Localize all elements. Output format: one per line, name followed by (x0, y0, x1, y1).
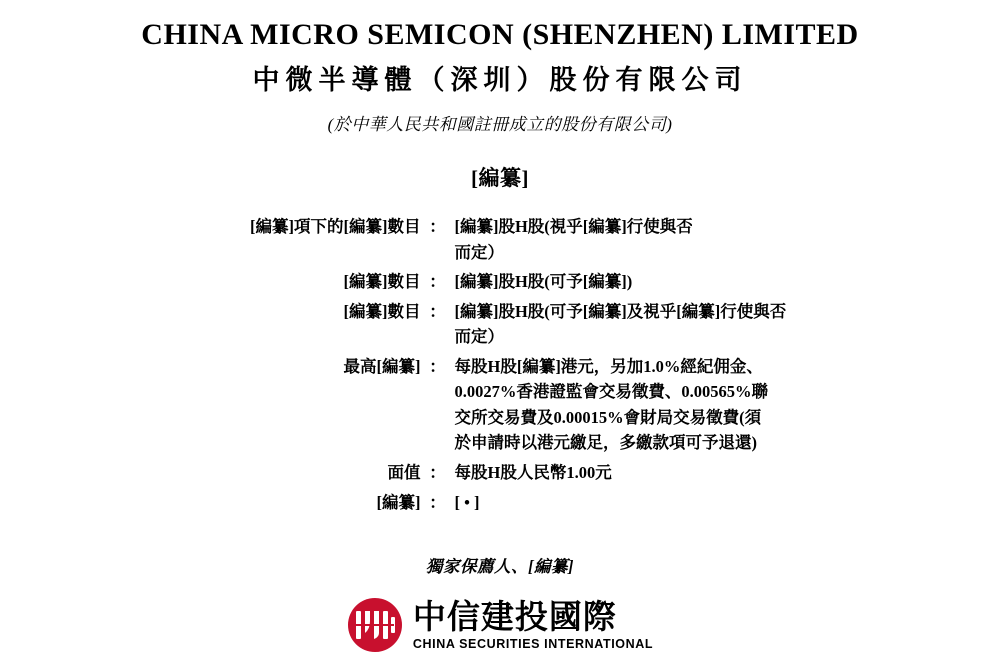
term-label: 面值 (387, 463, 421, 482)
term-value (454, 269, 786, 299)
china-securities-logo-icon (347, 597, 403, 653)
sponsor-logo-text (412, 597, 654, 651)
term-value (454, 490, 786, 520)
sponsor-logo (24, 597, 976, 653)
term-value-line: [編纂]股H股(可予[編纂]) (454, 272, 633, 292)
term-value (454, 460, 786, 490)
table-row (250, 354, 786, 460)
term-value (454, 354, 786, 460)
table-row (250, 214, 786, 269)
term-colon: ： (429, 463, 446, 482)
term-value-line: 每股H股[編纂]港元，另加1.0%經紀佣金、 (454, 356, 763, 376)
term-value-line: [編纂]股H股(可予[編纂]及視乎[編纂]行使與否 (454, 301, 787, 321)
term-colon: ： (429, 301, 446, 321)
term-colon: ： (429, 272, 446, 292)
term-label: 最高[編纂] (343, 356, 421, 376)
term-value-line: 而定） (454, 242, 504, 262)
term-value-line: 0.0027%香港證監會交易徵費、0.00565%聯 (454, 382, 768, 402)
table-row (250, 299, 786, 354)
term-value-line: 每股H股人民幣1.00元 (454, 463, 612, 482)
company-name-chinese: 中微半導體（深圳）股份有限公司 (252, 64, 748, 95)
table-row (250, 269, 786, 299)
term-value-line: 而定） (454, 327, 504, 347)
term-value-line: [編纂]股H股(視乎[編纂]行使與否 (454, 216, 693, 236)
sponsor-name-chinese: 中信建投國際 (412, 597, 617, 635)
offer-terms-table (250, 214, 786, 519)
offer-heading: [編纂] (471, 165, 529, 190)
term-label: [編纂] (376, 492, 421, 512)
term-value (454, 214, 786, 269)
term-label: [編纂]數目 (343, 272, 421, 292)
term-value-line: 於申請時以港元繳足，多繳款項可予退還) (454, 433, 757, 453)
term-label: [編纂]數目 (343, 301, 421, 321)
table-row (250, 490, 786, 520)
sponsor-label: 獨家保薦人、[編纂] (426, 557, 574, 577)
sponsor-name-english: CHINA SECURITIES INTERNATIONAL (412, 636, 654, 651)
term-value-line: 交所交易費及0.00015%會財局交易徵費(須 (454, 407, 762, 427)
term-colon: ： (429, 492, 446, 512)
term-colon: ： (429, 216, 446, 236)
term-label: [編纂]項下的[編纂]數目 (250, 216, 421, 236)
company-name-english: CHINA MICRO SEMICON (SHENZHEN) LIMITED (141, 18, 859, 51)
term-colon: ： (429, 356, 446, 376)
term-value (454, 299, 786, 354)
table-row (250, 460, 786, 490)
incorporation-note: (於中華人民共和國註冊成立的股份有限公司) (327, 114, 673, 134)
term-value-line: [ • ] (454, 492, 480, 512)
